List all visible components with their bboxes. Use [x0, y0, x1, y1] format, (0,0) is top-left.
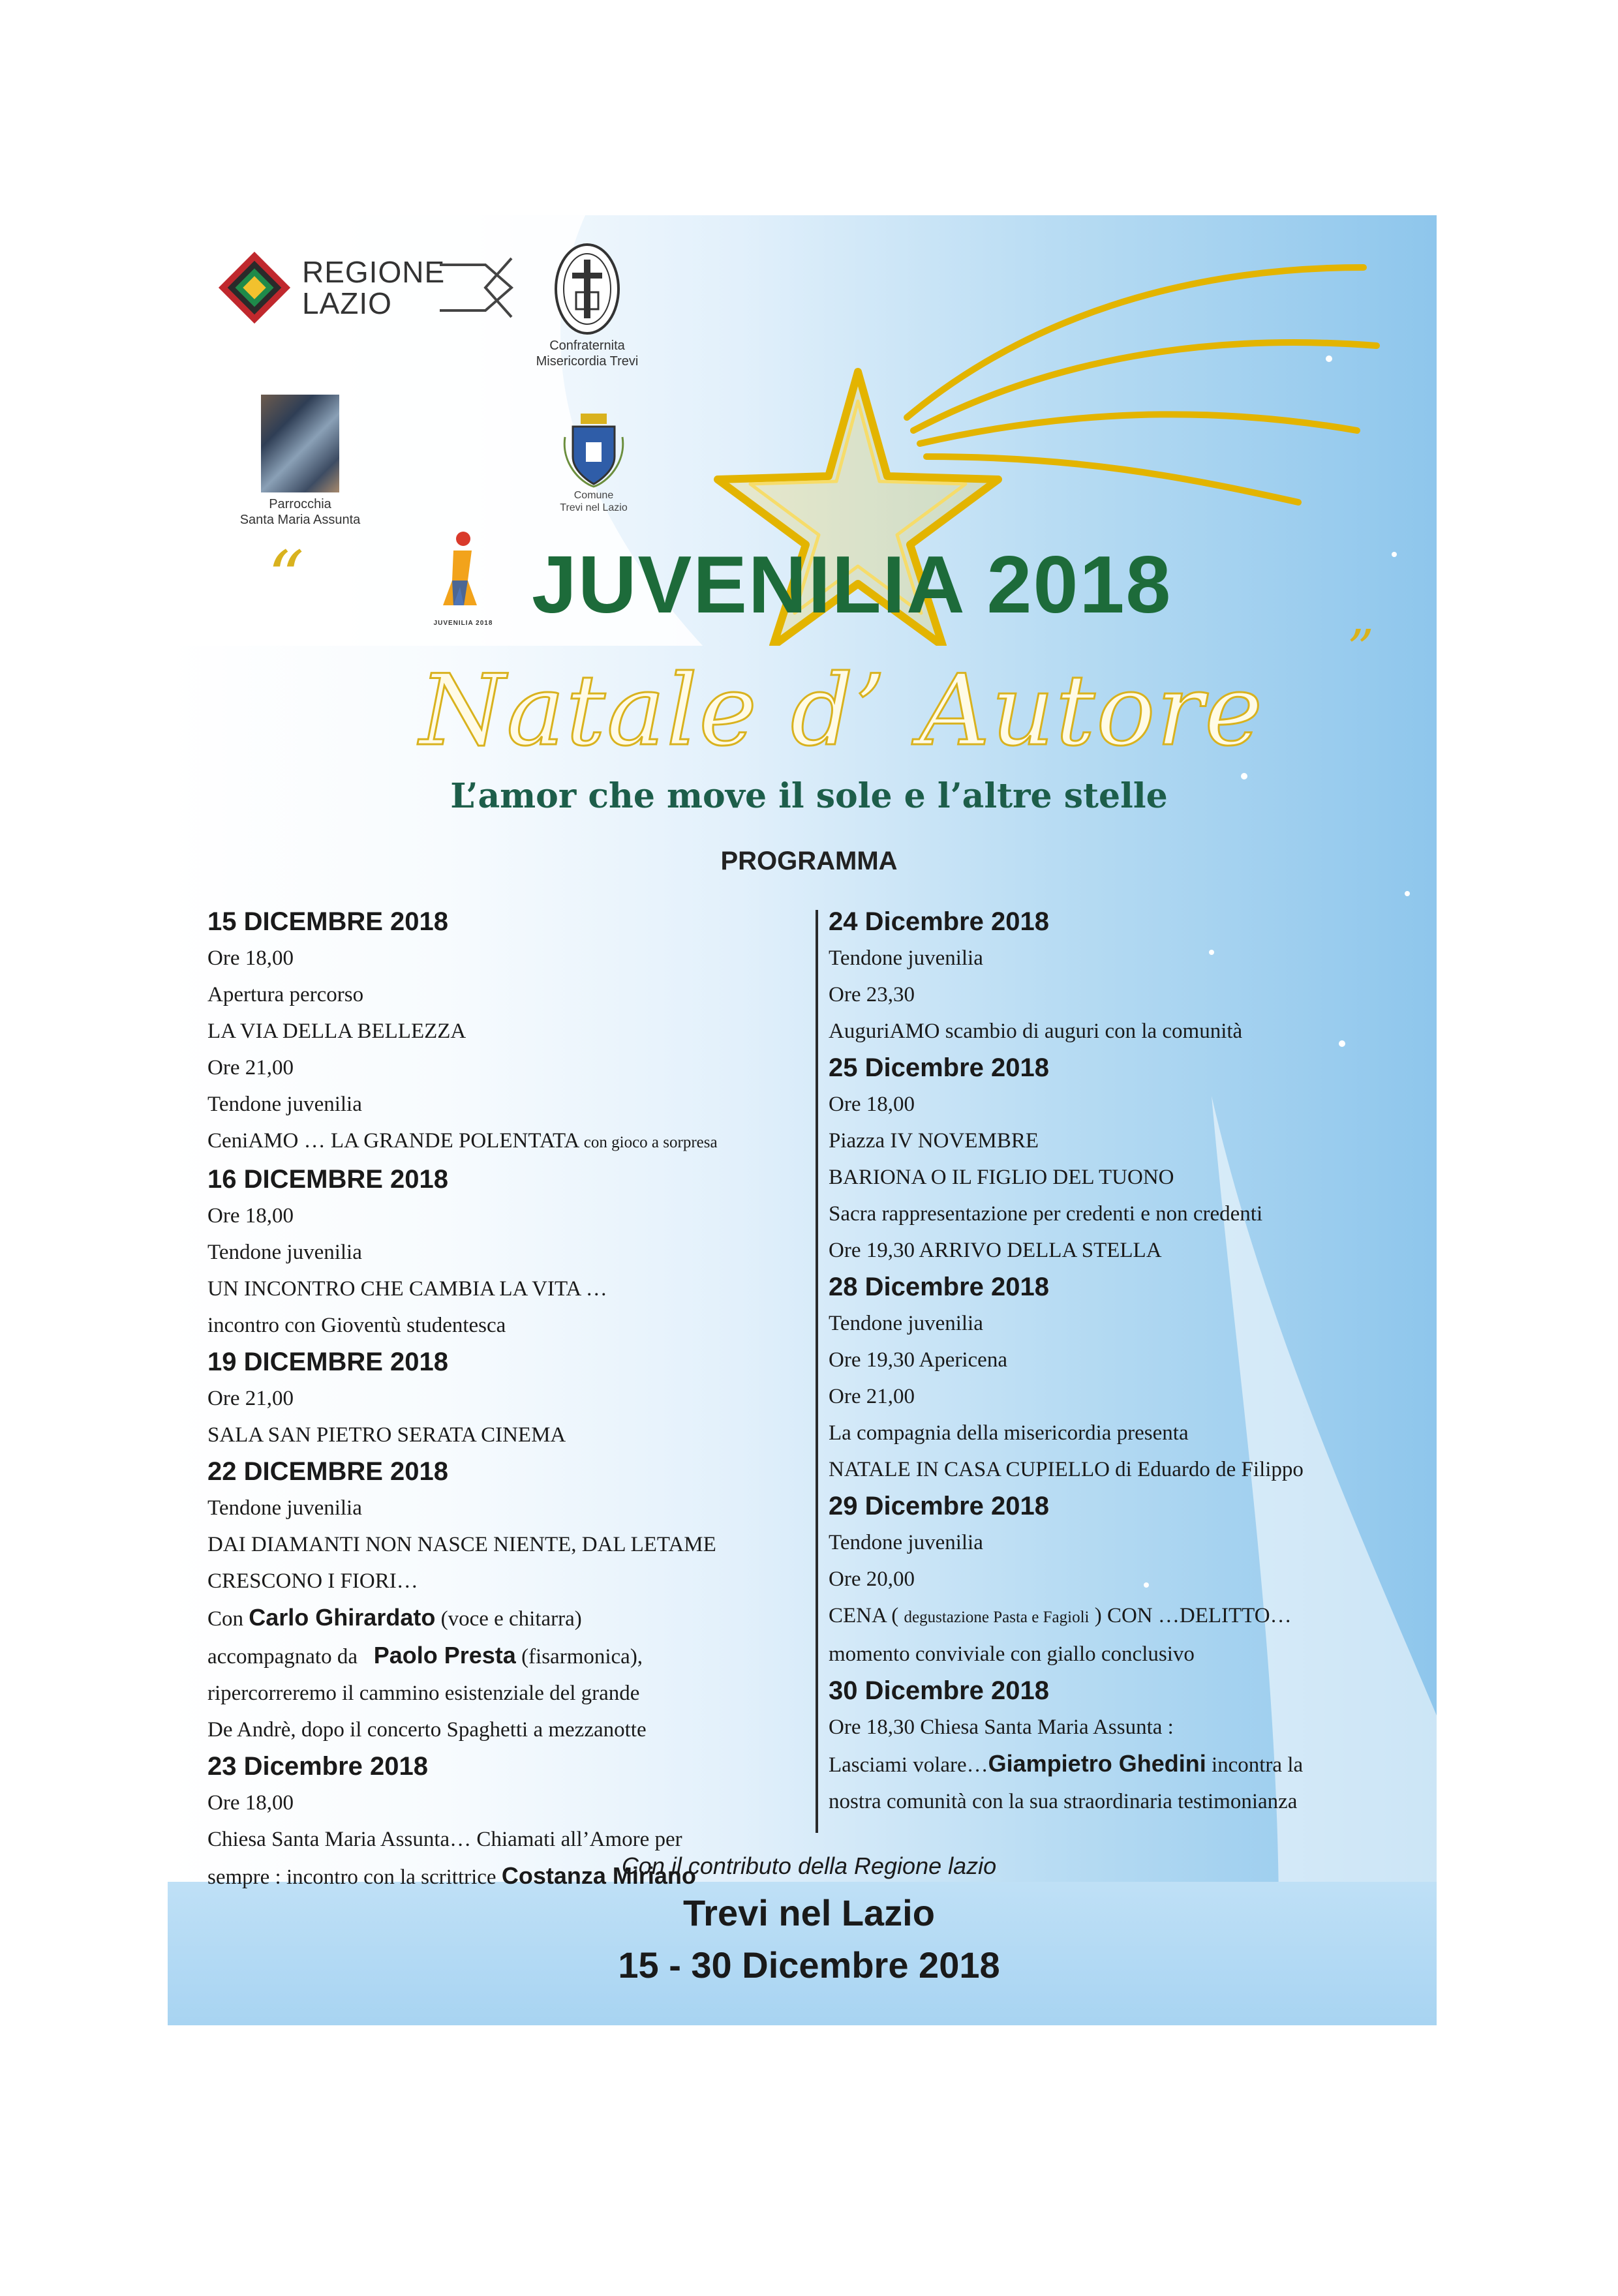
santa-maria-label: Santa Maria Assunta	[239, 513, 361, 527]
regione-label: REGIONE	[302, 255, 446, 289]
event-line: Ore 21,00	[829, 1385, 915, 1408]
regione-chevron-icon	[440, 252, 518, 324]
event-line: La compagnia della misericordia presenta	[829, 1421, 1189, 1445]
event-text: accompagnato da	[207, 1645, 358, 1669]
event-line: Ore 19,30 ARRIVO DELLA STELLA	[829, 1239, 1162, 1262]
event-line: CRESCONO I FIORI…	[207, 1569, 418, 1593]
comune-label: Comune	[573, 490, 614, 501]
event-line	[829, 1745, 1435, 1783]
opening-quote: “	[267, 536, 305, 619]
parrocchia-image	[261, 395, 339, 492]
event-line	[207, 1123, 808, 1161]
event-date: 30 Dicembre 2018	[829, 1676, 1050, 1705]
tagline: L’amor che move il sole e l’altre stelle	[450, 776, 1168, 816]
program-right-column	[829, 903, 1435, 1820]
event-line: Ore 18,30 Chiesa Santa Maria Assunta :	[829, 1715, 1174, 1739]
event-line: Ore 19,30 Apericena	[829, 1348, 1007, 1372]
event-date: 24 Dicembre 2018	[829, 907, 1050, 936]
event-text: ) CON …DELITTO…	[1094, 1604, 1292, 1627]
comune-crest-icon	[561, 411, 626, 489]
event-line: Tendone juvenilia	[829, 946, 983, 970]
event-text: incontra la	[1211, 1753, 1304, 1777]
event-line: Chiesa Santa Maria Assunta… Chiamati all’Amore per	[207, 1828, 682, 1851]
event-line: UN INCONTRO CHE CAMBIA LA VITA …	[207, 1277, 607, 1301]
event-text: sempre : incontro con la scrittrice	[207, 1865, 496, 1889]
comune-logo	[548, 411, 639, 514]
closing-quote: ”	[1347, 618, 1374, 679]
performer-name: Carlo Ghirardato	[249, 1604, 436, 1631]
misericordia-label: Misericordia Trevi	[536, 354, 639, 369]
festival-dates: 15 - 30 Dicembre 2018	[618, 1944, 1000, 1986]
event-line: Ore 21,00	[207, 1387, 294, 1410]
event-date: 25 Dicembre 2018	[829, 1053, 1050, 1082]
event-line: Apertura percorso	[207, 983, 364, 1006]
event-line: Ore 18,00	[207, 1204, 294, 1228]
event-date: 28 Dicembre 2018	[829, 1273, 1050, 1301]
event-line: momento conviviale con giallo conclusivo	[829, 1642, 1195, 1666]
event-line: nostra comunità con la sua straordinaria testimonianza	[829, 1790, 1298, 1813]
event-line: ripercorreremo il cammino esistenziale del grande	[207, 1682, 640, 1705]
juvenilia-caption: JUVENILIA 2018	[433, 620, 493, 627]
parrocchia-logo	[235, 395, 365, 528]
event-line: incontro con Gioventù studentesca	[207, 1314, 506, 1337]
event-text: Lasciami volare…	[829, 1753, 988, 1777]
event-line: Ore 21,00	[207, 1056, 294, 1080]
location: Trevi nel Lazio	[683, 1892, 935, 1933]
subtitle: Natale d’ Autore	[419, 654, 1264, 768]
program-left-column	[207, 903, 808, 1896]
juvenilia-logo	[427, 528, 499, 627]
event-line	[829, 1597, 1435, 1636]
event-text: Con	[207, 1607, 244, 1631]
event-line: LA VIA DELLA BELLEZZA	[207, 1020, 466, 1043]
confraternita-label: Confraternita	[549, 339, 625, 353]
confraternita-seal-icon	[551, 240, 623, 338]
event-text: CeniAMO … LA GRANDE POLENTATA	[207, 1129, 579, 1153]
event-date: 22 DICEMBRE 2018	[207, 1457, 449, 1486]
event-line	[207, 1637, 808, 1675]
main-title: JUVENILIA 2018	[532, 540, 1172, 630]
column-divider	[816, 910, 818, 1833]
trevi-label: Trevi nel Lazio	[560, 502, 628, 513]
event-text: (fisarmonica),	[521, 1645, 643, 1669]
event-line	[207, 1599, 808, 1637]
parrocchia-label: Parrocchia	[269, 497, 331, 511]
event-note: con gioco a sorpresa	[583, 1134, 718, 1151]
event-line: Sacra rappresentazione per credenti e non credenti	[829, 1202, 1263, 1226]
event-date: 15 DICEMBRE 2018	[207, 907, 449, 936]
lazio-label: LAZIO	[302, 286, 392, 320]
event-line: Ore 18,00	[207, 946, 294, 970]
event-line: Piazza IV NOVEMBRE	[829, 1129, 1039, 1153]
event-line: Ore 23,30	[829, 983, 915, 1006]
event-note: degustazione Pasta e Fagioli	[904, 1609, 1090, 1626]
event-line: Ore 18,00	[207, 1791, 294, 1815]
event-date: 29 Dicembre 2018	[829, 1492, 1050, 1520]
event-line: BARIONA O IL FIGLIO DEL TUONO	[829, 1166, 1174, 1189]
event-date: 23 Dicembre 2018	[207, 1752, 429, 1781]
programma-heading: PROGRAMMA	[720, 847, 898, 875]
event-line: Tendone juvenilia	[829, 1312, 983, 1335]
event-line: De Andrè, dopo il concerto Spaghetti a mezzanotte	[207, 1718, 647, 1742]
event-date: 19 DICEMBRE 2018	[207, 1348, 449, 1376]
event-line: Ore 20,00	[829, 1567, 915, 1591]
event-line: Tendone juvenilia	[829, 1531, 983, 1554]
event-line: AuguriAMO scambio di auguri con la comunità	[829, 1020, 1243, 1043]
confraternita-logo	[522, 240, 652, 369]
event-text: (voce e chitarra)	[440, 1607, 582, 1631]
event-line: Ore 18,00	[829, 1093, 915, 1116]
guest-name: Costanza Miriano	[501, 1862, 696, 1889]
performer-name: Paolo Presta	[373, 1642, 516, 1669]
contribution-note: Con il contributo della Regione lazio	[621, 1852, 997, 1879]
event-line: SALA SAN PIETRO SERATA CINEMA	[207, 1423, 566, 1447]
event-line: Tendone juvenilia	[207, 1241, 362, 1264]
event-line: DAI DIAMANTI NON NASCE NIENTE, DAL LETAME	[207, 1533, 716, 1556]
event-line: Tendone juvenilia	[207, 1496, 362, 1520]
event-line: NATALE IN CASA CUPIELLO di Eduardo de Filippo	[829, 1458, 1304, 1481]
event-date: 16 DICEMBRE 2018	[207, 1165, 449, 1194]
regione-lazio-logo	[216, 249, 518, 326]
guest-name: Giampietro Ghedini	[988, 1750, 1206, 1777]
regione-lazio-mark-icon	[216, 249, 293, 326]
juvenilia-figure-icon	[434, 528, 493, 620]
event-text: CENA (	[829, 1604, 899, 1627]
event-line: Tendone juvenilia	[207, 1093, 362, 1116]
